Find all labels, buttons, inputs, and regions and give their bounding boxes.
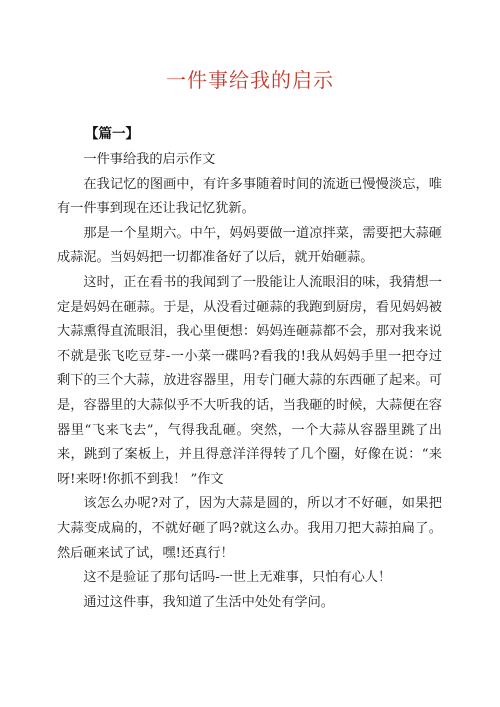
- paragraph: 那是一个星期六。中午，妈妈要做一道凉拌菜，需要把大蒜砸成蒜泥。当妈妈把一切都准备好了以后，就开始砸蒜。: [57, 225, 442, 266]
- paragraph: 在我记忆的图画中，有许多事随着时间的流逝已慢慢淡忘，唯有一件事到现在还让我记忆犹新。: [57, 176, 442, 217]
- paragraph-subtitle: 一件事给我的启示作文: [83, 152, 216, 167]
- page-title: 一件事给我的启示: [166, 68, 334, 92]
- paragraph: 通过这件事，我知道了生活中处处有学问。: [83, 594, 334, 610]
- paragraph: 这时，正在看书的我闻到了一股能让人流眼泪的味，我猜想一定是妈妈在砸蒜。于是，从没看过砸蒜的我跑到厨房，看见妈妈被大蒜熏得直流眼泪，我心里便想：妈妈连砸蒜都不会，那对我来说不就是张飞吃豆芽-一小菜一碟吗?看我的!我从妈妈手里一把夺过剩下的三个大蒜，放进容器里，用专门砸大蒜的东西砸了起来。可是，容器里的大蒜似乎不大听我的话，当我砸的时候，大蒜便在容器里“飞来飞去”，气得我乱砸。突然，一个大蒜从容器里跳了出来，跳到了案板上，并且得意洋洋得转了几个圈，好像在说：“来呀!来呀!你抓不到我！ ”作文: [57, 274, 442, 487]
- article-body: [57, 148, 442, 615]
- paragraph: 该怎么办呢?对了，因为大蒜是圆的，所以才不好砸，如果把大蒜变成扁的，不就好砸了吗?就这么办。我用刀把大蒜拍扁了。然后砸来试了试，嘿!还真行！: [57, 496, 442, 561]
- paragraph: 这不是验证了那句话吗-一世上无难事，只怕有心人！: [83, 570, 392, 586]
- section-label: 【篇一】: [85, 126, 139, 142]
